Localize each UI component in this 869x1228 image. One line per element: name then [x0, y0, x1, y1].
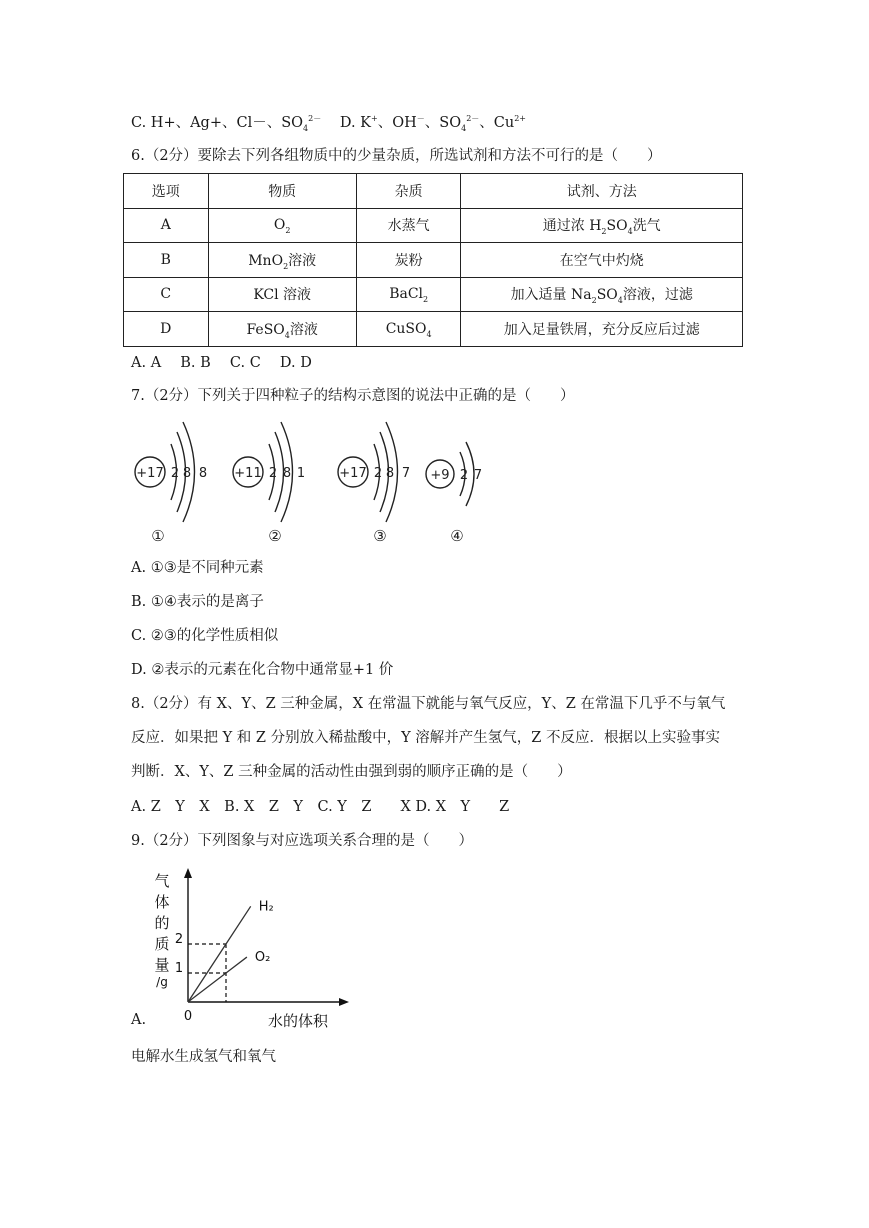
- q7-stem: 7.（2分）下列关于四种粒子的结构示意图的说法中正确的是（ ）: [131, 388, 575, 404]
- y-axis-label-char: 质: [154, 935, 170, 953]
- q5-option-d: D. K+、OH－、$SO_4^{2-}$、$Cu^{2+}$: [339, 114, 527, 133]
- row-method: 通过浓 $H_2SO_4$洗气: [461, 208, 743, 243]
- header-impurity: 杂质: [356, 174, 461, 209]
- q8-stem-line-3: 判断．X、Y、Z 三种金属的活动性由强到弱的顺序正确的是（ ）: [131, 764, 572, 780]
- row-method: 在空气中灼烧: [461, 243, 743, 278]
- particle-label-2: ②: [268, 527, 282, 545]
- q8-stem-line-2: 反应．如果把 Y 和 Z 分别放入稀盐酸中，Y 溶解并产生氢气，Z 不反应．根据以上实验事实: [131, 730, 720, 746]
- q9-option-a-caption: 电解水生成氢气和氧气: [131, 1049, 276, 1065]
- particle-label-1: ①: [151, 527, 165, 545]
- nucleus-1: +17: [136, 466, 164, 481]
- row-impurity: BaCl$_2$: [356, 277, 461, 312]
- header-substance: 物质: [208, 174, 356, 209]
- nucleus-2: +11: [234, 466, 262, 481]
- y-axis-label: [154, 872, 169, 989]
- y-axis-label-char: 的: [154, 914, 170, 932]
- row-method: 加入足量铁屑，充分反应后过滤: [461, 312, 743, 347]
- shell-4-1: 2: [459, 468, 469, 483]
- row-substance: $O_2$: [208, 208, 356, 243]
- series-line-1: [188, 906, 251, 1002]
- y-axis-label-char: 量: [154, 956, 170, 974]
- origin-label: 0: [183, 1009, 193, 1024]
- row-option: B: [124, 243, 209, 278]
- table-header-row: [124, 174, 743, 209]
- row-impurity: 炭粉: [356, 243, 461, 278]
- nucleus-4: +9: [430, 468, 450, 483]
- shell-2-1: 2: [268, 466, 278, 481]
- shell-3-3: 7: [401, 466, 411, 481]
- row-impurity: 水蒸气: [356, 208, 461, 243]
- shell-1-1: 2: [170, 466, 180, 481]
- series-label-2: O₂: [254, 950, 271, 966]
- series-label-1: H₂: [258, 899, 274, 915]
- shell-1-2: 8: [182, 466, 192, 481]
- y-axis-arrow: [184, 868, 192, 878]
- q6-answers: A. A B. B C. C D. D: [131, 355, 312, 371]
- row-option: D: [124, 312, 209, 347]
- atom-structure-diagrams: [120, 418, 500, 548]
- particle-label-4: ④: [450, 527, 464, 545]
- header-option: 选项: [124, 174, 209, 209]
- q8-stem-line-1: 8.（2分）有 X、Y、Z 三种金属，X 在常温下就能与氧气反应，Y、Z 在常温下几乎不与氧气: [131, 696, 726, 712]
- q6-stem: 6.（2分）要除去下列各组物质中的少量杂质，所选试剂和方法不可行的是（ ）: [131, 148, 662, 164]
- row-impurity: CuSO$_4$: [356, 312, 461, 347]
- q7-option-c: C. ②③的化学性质相似: [131, 628, 279, 644]
- q7-option-d: D. ②表示的元素在化合物中通常显+1 价: [131, 662, 394, 678]
- table-row: [124, 312, 743, 347]
- row-method: 加入适量 $Na_2SO_4$溶液，过滤: [461, 277, 743, 312]
- row-substance: FeSO$_4$溶液: [208, 312, 356, 347]
- q6-table: [123, 173, 743, 347]
- y-axis-label-char: 体: [154, 893, 170, 911]
- y-tick-2: 2: [174, 932, 184, 947]
- shell-3-2: 8: [385, 466, 395, 481]
- shell-2-2: 8: [282, 466, 292, 481]
- row-substance: MnO$_2$溶液: [208, 243, 356, 278]
- electrolysis-chart: [148, 866, 358, 1032]
- row-option: A: [124, 208, 209, 243]
- q7-option-a: A. ①③是不同种元素: [131, 560, 264, 576]
- y-axis-label-char: 气: [154, 872, 170, 890]
- row-option: C: [124, 277, 209, 312]
- x-axis-label: 水的体积: [267, 1012, 329, 1030]
- header-method: 试剂、方法: [461, 174, 743, 209]
- table-row: [124, 208, 743, 243]
- q9-stem: 9.（2分）下列图象与对应选项关系合理的是（ ）: [131, 833, 474, 849]
- shell-2-3: 1: [296, 466, 306, 481]
- q8-answers: A. Z Y X B. X Z Y C. Y Z X D. X Y Z: [131, 799, 510, 815]
- y-tick-1: 1: [174, 961, 184, 976]
- q7-option-b: B. ①④表示的是离子: [131, 594, 264, 610]
- table-row: [124, 277, 743, 312]
- shell-3-1: 2: [373, 466, 383, 481]
- q5-option-c-d: [131, 113, 526, 133]
- q9-option-a-label: A.: [131, 1012, 147, 1028]
- particle-label-3: ③: [373, 527, 387, 545]
- q5-option-c: C. H+、Ag+、Cl－、$SO_4^{2-}$: [131, 114, 322, 133]
- y-axis-label-char: /g: [156, 975, 168, 989]
- x-axis-arrow: [339, 998, 349, 1006]
- series-line-2: [188, 957, 247, 1002]
- shell-1-3: 8: [198, 466, 208, 481]
- nucleus-3: +17: [339, 466, 367, 481]
- row-substance: KCl 溶液: [208, 277, 356, 312]
- table-row: [124, 243, 743, 278]
- shell-4-2: 7: [473, 468, 483, 483]
